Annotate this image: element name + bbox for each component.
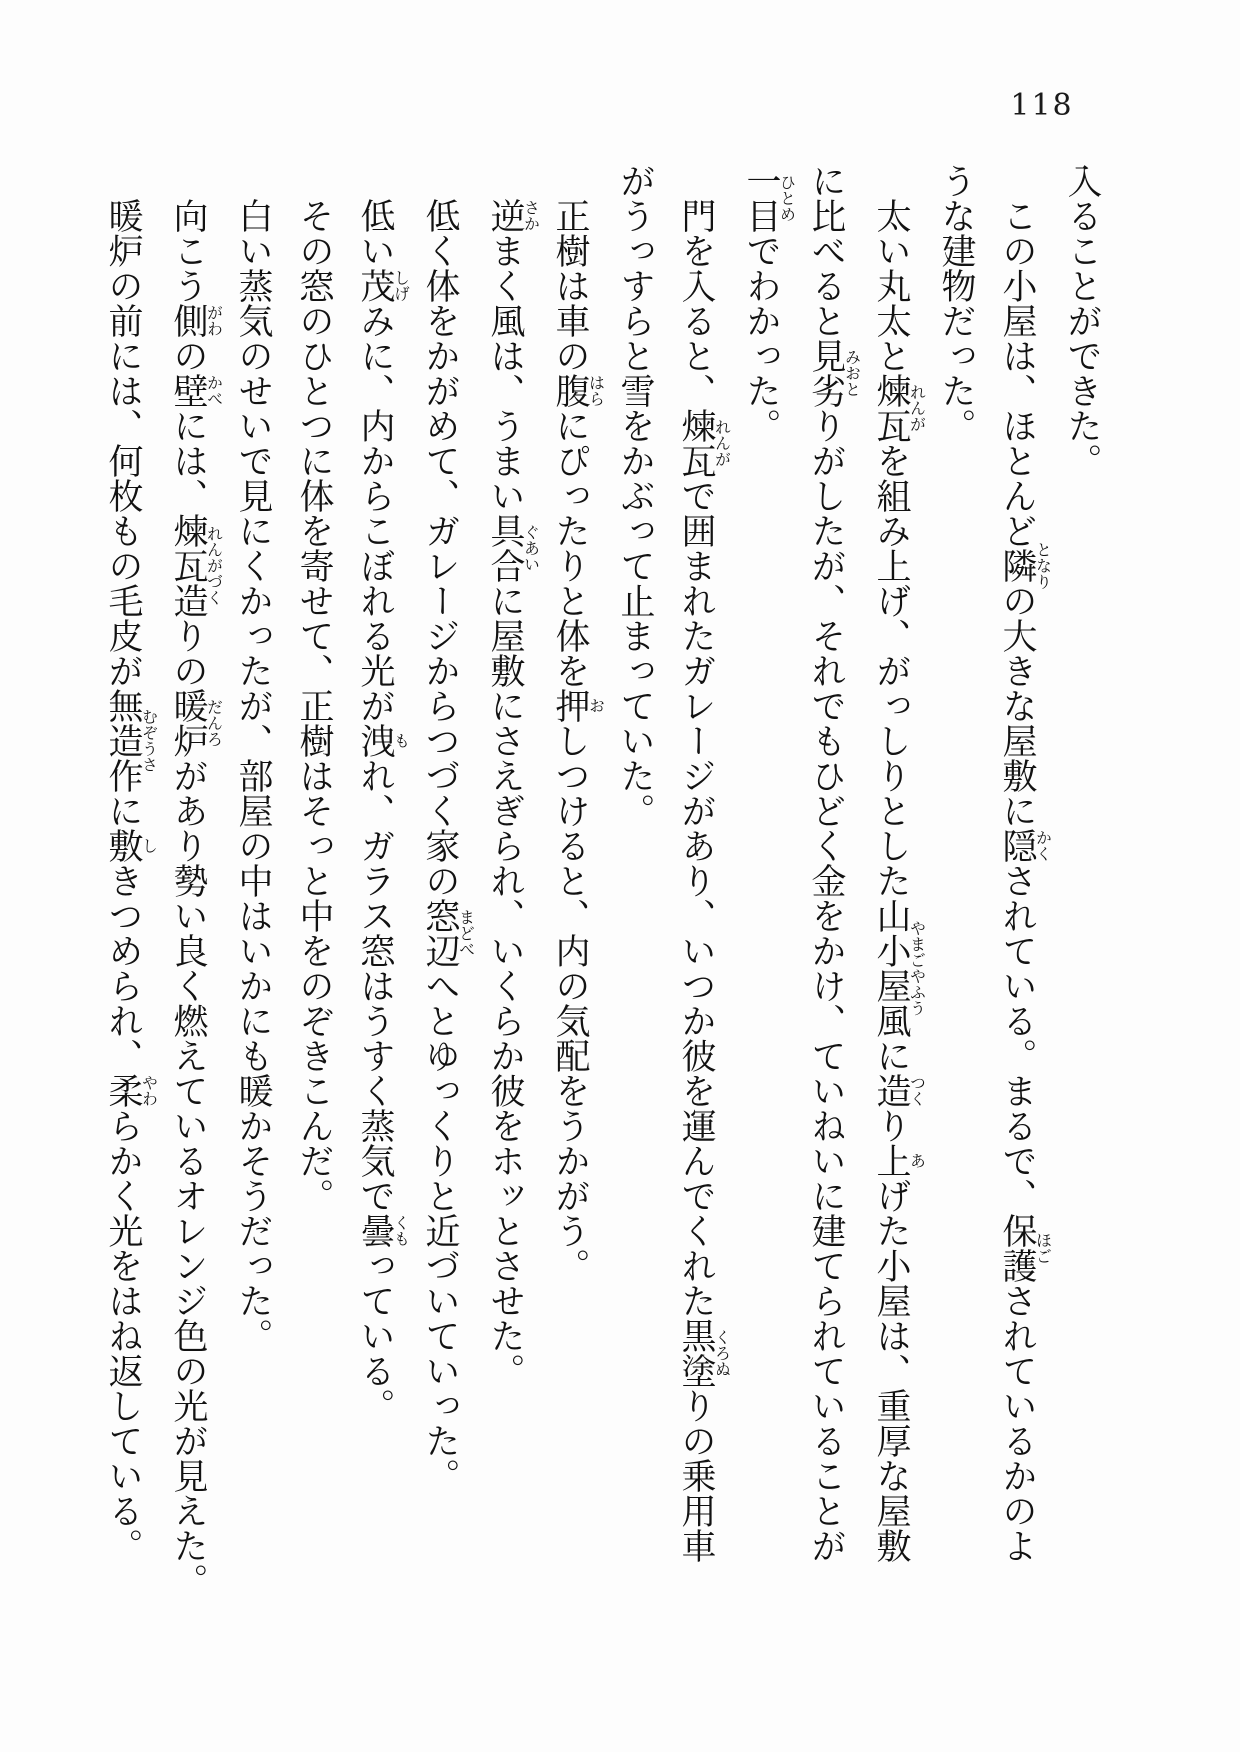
furigana-ruby: 柔やわ [103,1073,159,1108]
furigana-text: れんが [712,408,732,478]
furigana-text: も [391,723,411,758]
furigana-ruby: 敷し [103,828,159,863]
furigana-ruby: 煉瓦れんが [871,373,927,443]
furigana-ruby: 逆さか [485,198,541,233]
furigana-text: お [586,688,606,723]
furigana-text: くろぬ [712,1318,732,1388]
text-line: その窓のひとつに体を寄せて、正樹はそっと中をのぞきこんだ。 [294,198,334,1213]
furigana-text: やわ [139,1073,159,1108]
furigana-ruby: 見劣みおと [806,338,862,408]
furigana-ruby: 煉瓦れんが [676,408,732,478]
furigana-ruby: 上あ [871,1143,927,1178]
furigana-text: かく [1033,828,1053,863]
furigana-text: みおと [842,338,862,408]
furigana-text: かべ [204,373,224,408]
furigana-text: れんがづく [204,513,224,618]
text-line: がうっすらと雪をかぶって止まっていた。 [615,163,655,828]
page-number: 118 [1010,88,1074,123]
text-line: うな建物だった。 [936,163,976,443]
furigana-text: ひとめ [777,163,797,233]
furigana-ruby: 押お [550,688,606,723]
furigana-ruby: 黒塗くろぬ [676,1318,732,1388]
furigana-text: まどべ [456,898,476,968]
furigana-text: むぞうさ [139,688,159,793]
text-line: 一目ひとめでわかった。 [741,163,797,443]
furigana-ruby: 保護ほご [997,1213,1053,1283]
furigana-text: しげ [391,268,411,303]
furigana-text: あ [907,1143,927,1178]
text-line: 逆さかまく風は、うまい具合ぐあいに屋敷にさえぎられ、いくらか彼をホッとさせた。 [485,198,541,1388]
furigana-text: がわ [204,303,224,338]
text-line: 向こう側がわの壁かべには、煉瓦造れんがづくりの暖炉だんろがあり勢い良く燃えているオレンジ色の光が見えた。 [168,198,224,1598]
furigana-ruby: 曇くも [355,1213,411,1248]
furigana-text: れんが [907,373,927,443]
furigana-ruby: 隣となり [997,541,1053,590]
text-line: 白い蒸気のせいで見にくかったが、部屋の中はいかにも暖かそうだった。 [233,198,273,1353]
furigana-ruby: 具合ぐあい [485,513,541,583]
furigana-text: くも [391,1213,411,1248]
text-line: 正樹は車の腹はらにぴったりと体を押おしつけると、内の気配をうかがう。 [550,198,606,1283]
text-line: 門を入ると、煉瓦れんがで囲まれたガレージがあり、いつか彼を運んでくれた黒塗くろぬりの乗用車 [676,198,732,1563]
furigana-text: つく [907,1073,927,1108]
furigana-text: ぐあい [521,513,541,583]
furigana-text: ほご [1033,1213,1053,1283]
furigana-ruby: 暖炉だんろ [168,688,224,758]
furigana-ruby: 壁かべ [168,373,224,408]
furigana-text: はら [586,373,606,408]
furigana-ruby: 茂しげ [355,268,411,303]
furigana-text: し [139,828,159,863]
furigana-ruby: 隠かく [997,828,1053,863]
furigana-ruby: 山小屋風やまごやふう [871,898,927,1038]
furigana-ruby: 造つく [871,1073,927,1108]
furigana-text: さか [521,198,541,233]
furigana-ruby: 腹はら [550,373,606,408]
furigana-ruby: 一目ひとめ [741,163,797,233]
furigana-text: だんろ [204,688,224,758]
furigana-ruby: 窓辺まどべ [420,898,476,968]
text-line: 太い丸太と煉瓦れんがを組み上げ、がっしりとした山小屋風やまごやふうに造つくり上あげた小屋は、重厚な屋敷 [871,198,927,1563]
text-line: 低く体をかがめて、ガレージからつづく家の窓辺まどべへとゆっくりと近づいていった。 [420,198,476,1493]
text-block [92,163,1112,1613]
furigana-text: やまごやふう [907,898,927,1038]
text-line: 暖炉の前には、何枚もの毛皮が無造作むぞうさに敷しきつめられ、柔やわらかく光をはね返している。 [103,198,159,1563]
furigana-text: となり [1033,541,1053,590]
text-line: この小屋は、ほとんど隣となりの大きな屋敷に隠かくされている。まるで、保護ほごされているかのよ [997,198,1053,1563]
text-line: に比べると見劣みおとりがしたが、それでもひどく金をかけ、ていねいに建てられていることが [806,163,862,1563]
furigana-ruby: 洩も [355,723,411,758]
furigana-ruby: 側がわ [168,303,224,338]
text-line: 低い茂しげみに、内からこぼれる光が洩もれ、ガラス窓はうすく蒸気で曇くもっている。 [355,198,411,1423]
text-line: 入ることができた。 [1062,163,1102,478]
furigana-ruby: 無造作むぞうさ [103,688,159,793]
furigana-ruby: 煉瓦造れんがづく [168,513,224,618]
